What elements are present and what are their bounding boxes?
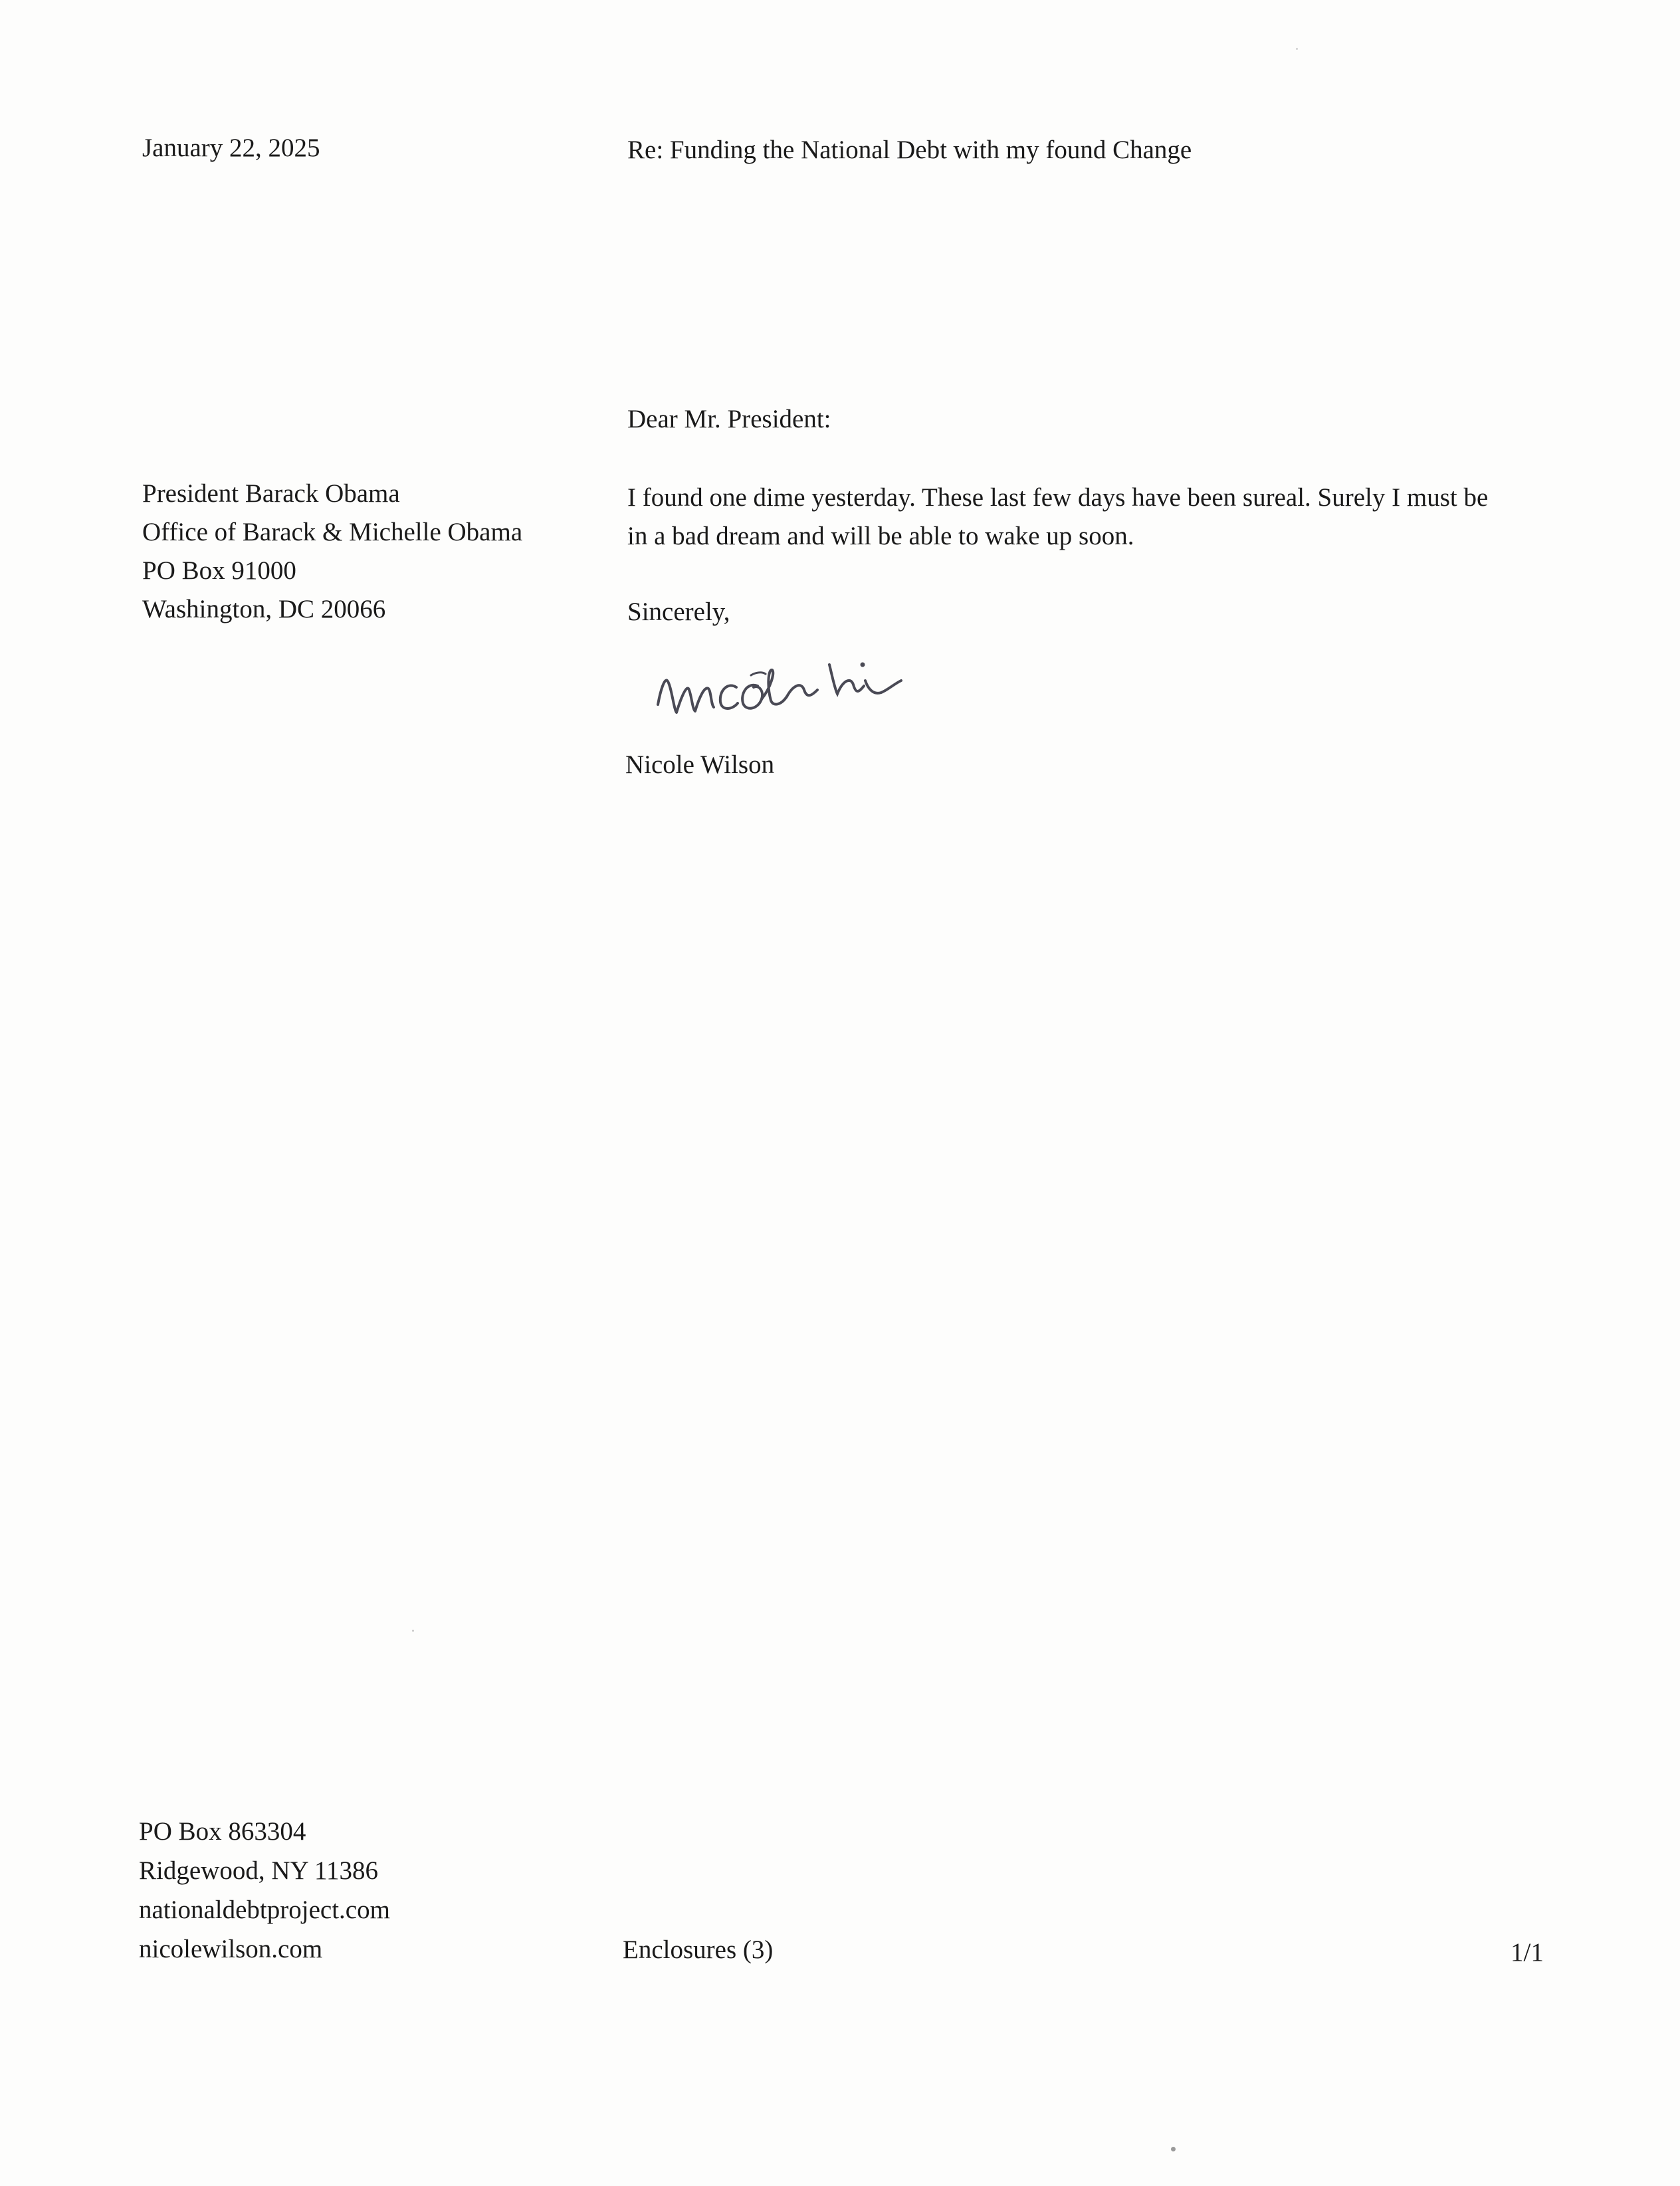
sender-city: Ridgewood, NY 11386 xyxy=(139,1856,379,1885)
recipient-city: Washington, DC 20066 xyxy=(142,595,386,623)
recipient-po-box: PO Box 91000 xyxy=(142,556,296,585)
body-line: I found one dime yesterday. These last few days have been sureal. Surely I must be xyxy=(627,483,1489,512)
closing: Sincerely, xyxy=(627,598,730,626)
sender-po-box: PO Box 863304 xyxy=(139,1817,306,1846)
recipient-address xyxy=(142,475,522,629)
letter-date: January 22, 2025 xyxy=(142,134,320,162)
letter-subject: Re: Funding the National Debt with my found Change xyxy=(627,136,1192,164)
letter-body xyxy=(627,479,1558,556)
enclosures-note: Enclosures (3) xyxy=(623,1935,774,1964)
paper-speck xyxy=(1296,48,1298,50)
sender-website: nicolewilson.com xyxy=(139,1935,323,1963)
page-number: 1/1 xyxy=(1511,1938,1544,1967)
recipient-office: Office of Barack & Michelle Obama xyxy=(142,518,523,546)
handwritten-signature xyxy=(651,638,984,738)
recipient-name: President Barack Obama xyxy=(142,479,400,508)
paper-speck xyxy=(1171,2147,1176,2151)
sender-website: nationaldebtproject.com xyxy=(139,1896,390,1924)
body-line: in a bad dream and will be able to wake up soon. xyxy=(627,522,1134,550)
salutation: Dear Mr. President: xyxy=(627,405,831,433)
paper-speck xyxy=(412,1630,414,1632)
signer-name: Nicole Wilson xyxy=(625,750,775,779)
sender-address xyxy=(139,1812,390,1969)
